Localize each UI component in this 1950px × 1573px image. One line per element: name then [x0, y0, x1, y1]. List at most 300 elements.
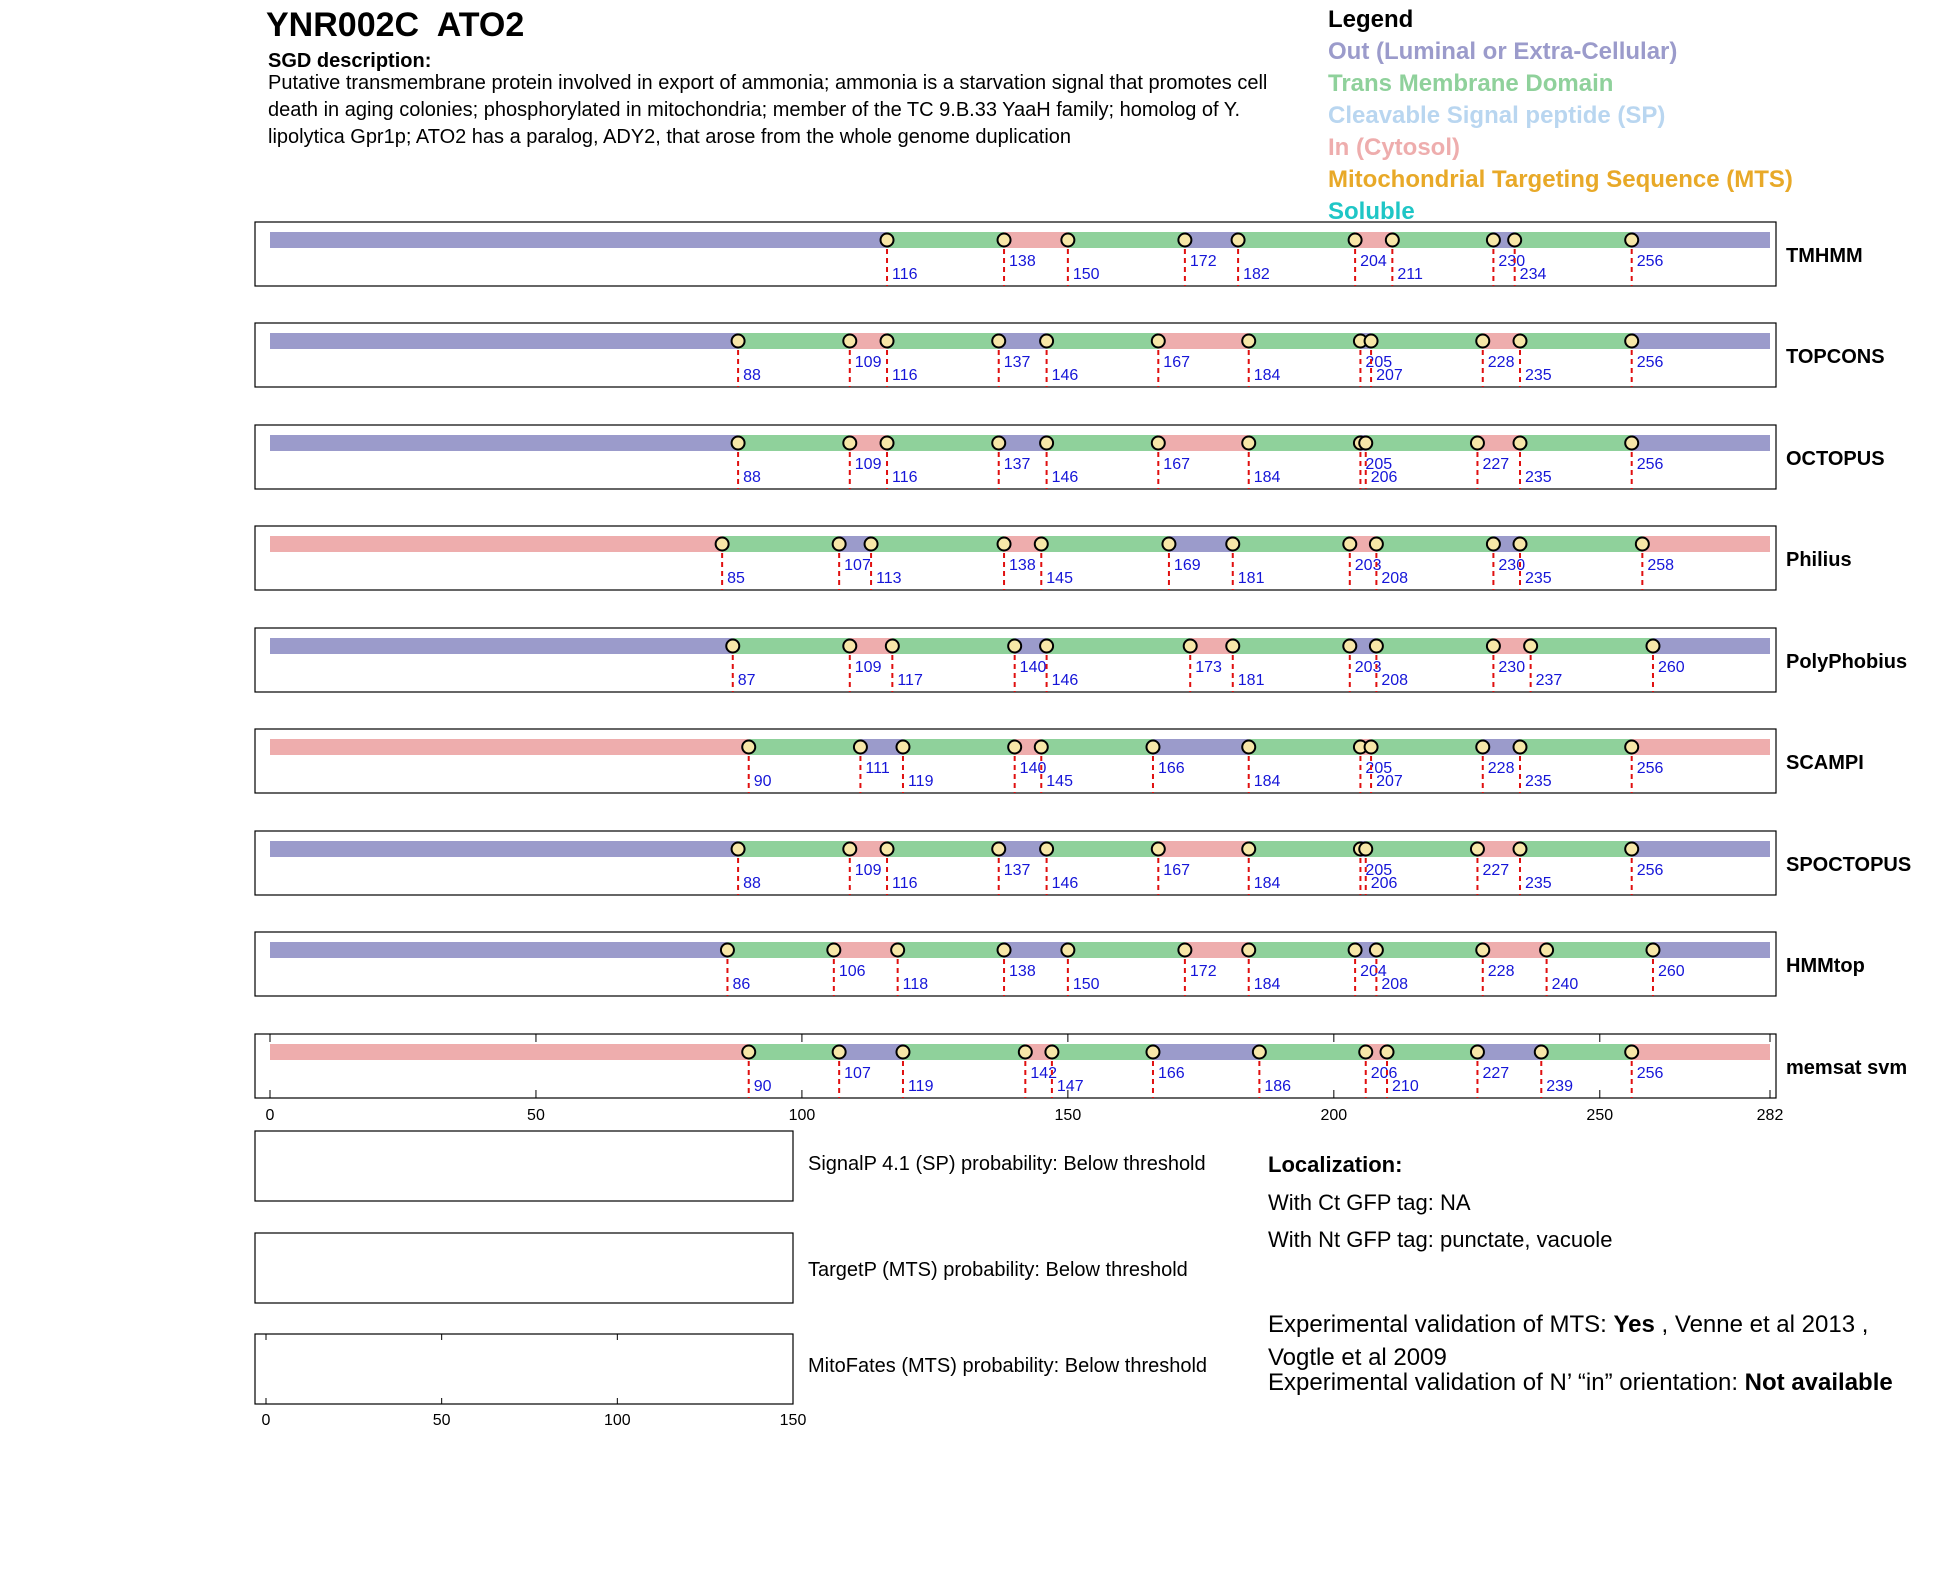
boundary-marker — [1061, 944, 1074, 957]
boundary-label: 260 — [1657, 659, 1685, 676]
boundary-marker — [1008, 640, 1021, 653]
boundary-marker — [1476, 335, 1489, 348]
boundary-label: 184 — [1253, 976, 1281, 993]
segment-tm — [727, 942, 833, 958]
localization-nt: With Nt GFP tag: punctate, vacuole — [1268, 1227, 1613, 1252]
boundary-label: 88 — [743, 875, 761, 892]
boundary-marker — [1343, 538, 1356, 551]
boundary-marker — [1646, 640, 1659, 653]
boundary-label: 256 — [1636, 456, 1664, 473]
boundary-label: 205 — [1365, 760, 1393, 777]
segment-tm — [1052, 1044, 1153, 1060]
segment-tm — [887, 333, 999, 349]
segment-tm — [887, 232, 1004, 248]
validation-orientation-prefix: Experimental validation of N’ “in” orientation: — [1268, 1369, 1745, 1396]
boundary-label: 140 — [1019, 659, 1047, 676]
boundary-marker — [1343, 640, 1356, 653]
segment-tm — [1366, 841, 1478, 857]
segment-out — [1169, 536, 1233, 552]
segment-tm — [1387, 1044, 1477, 1060]
boundary-marker — [1035, 538, 1048, 551]
segment-tm — [1520, 435, 1632, 451]
boundary-marker — [843, 640, 856, 653]
boundary-label: 146 — [1051, 875, 1079, 892]
predictor-row-topcons — [255, 323, 1885, 387]
legend — [1328, 4, 1793, 228]
boundary-label: 88 — [743, 469, 761, 486]
segment-out — [270, 841, 738, 857]
boundary-marker — [1508, 234, 1521, 247]
probability-panel — [255, 1131, 793, 1201]
boundary-marker — [1146, 1046, 1159, 1059]
boundary-label: 167 — [1163, 456, 1191, 473]
boundary-label: 87 — [737, 672, 756, 689]
segment-in — [1483, 942, 1547, 958]
boundary-marker — [1476, 741, 1489, 754]
boundary-marker — [998, 944, 1011, 957]
boundary-label: 167 — [1163, 862, 1191, 879]
boundary-label: 109 — [854, 862, 882, 879]
boundary-label: 206 — [1370, 469, 1398, 486]
boundary-label: 145 — [1046, 570, 1073, 587]
localization-ct: With Ct GFP tag: NA — [1268, 1190, 1471, 1215]
boundary-marker — [827, 944, 840, 957]
boundary-marker — [881, 843, 894, 856]
segment-tm — [887, 841, 999, 857]
boundary-marker — [843, 335, 856, 348]
x-tick-label: 282 — [1756, 1107, 1784, 1124]
segment-in — [1004, 232, 1068, 248]
validation-mts-value: Yes — [1613, 1311, 1655, 1338]
boundary-marker — [1242, 944, 1255, 957]
boundary-label: 173 — [1195, 659, 1222, 676]
boundary-label: 90 — [753, 1078, 772, 1095]
boundary-marker — [1487, 538, 1500, 551]
boundary-marker — [1636, 538, 1649, 551]
boundary-marker — [1040, 335, 1053, 348]
boundary-label: 227 — [1482, 1065, 1510, 1082]
boundary-label: 137 — [1003, 456, 1031, 473]
segment-tm — [738, 333, 850, 349]
boundary-marker — [998, 538, 1011, 551]
boundary-label: 169 — [1173, 557, 1201, 574]
boundary-label: 138 — [1009, 963, 1036, 980]
boundary-label: 116 — [892, 875, 918, 892]
boundary-label: 167 — [1163, 354, 1191, 371]
predictor-row-memsat-svm — [255, 1034, 1907, 1098]
segment-out — [1653, 942, 1770, 958]
boundary-marker — [732, 335, 745, 348]
boundary-marker — [833, 538, 846, 551]
segment-out — [1185, 232, 1238, 248]
boundary-marker — [732, 843, 745, 856]
prob-x-tick-label: 100 — [603, 1412, 631, 1429]
predictor-name: SCAMPI — [1786, 752, 1864, 774]
segment-tm — [1376, 638, 1493, 654]
boundary-label: 138 — [1009, 557, 1036, 574]
x-tick-label: 250 — [1586, 1107, 1614, 1124]
segment-out — [270, 638, 733, 654]
segment-tm — [1047, 435, 1159, 451]
boundary-marker — [992, 437, 1005, 450]
boundary-marker — [1040, 640, 1053, 653]
boundary-marker — [886, 640, 899, 653]
boundary-label: 256 — [1636, 354, 1664, 371]
page-title: YNR002C ATO2 — [266, 6, 525, 44]
legend-item-out: Out (Luminal or Extra-Cellular) — [1328, 38, 1678, 65]
boundary-label: 147 — [1056, 1078, 1084, 1095]
predictor-row-octopus — [255, 425, 1885, 489]
segment-tm — [1249, 739, 1361, 755]
boundary-label: 184 — [1253, 469, 1281, 486]
boundary-label: 106 — [838, 963, 866, 980]
segment-tm — [1041, 739, 1153, 755]
boundary-marker — [881, 335, 894, 348]
segment-tm — [738, 435, 850, 451]
sgd-description: Putative transmembrane protein involved in export of ammonia; ammonia is a starvation signal that promotes cell death in aging colonies; phosphorylated in mitochondria; member of the TC 9.B.33 YaaH family; homolog of Y. lipolytica Gpr1p; ATO2 has a paralog, ADY2, that arose from the whole genome duplication — [268, 72, 1268, 148]
predictor-row-philius — [255, 526, 1852, 590]
segment-out — [270, 942, 727, 958]
legend-item-in: In (Cytosol) — [1328, 134, 1460, 161]
boundary-label: 137 — [1003, 862, 1031, 879]
boundary-label: 227 — [1482, 456, 1510, 473]
segment-out — [1153, 739, 1249, 755]
segment-in — [270, 739, 749, 755]
boundary-marker — [1625, 335, 1638, 348]
validation-mts-refs: , Venne et al 2013 , Vogtle et al 2009 — [1268, 1311, 1869, 1371]
boundary-marker — [1471, 843, 1484, 856]
boundary-marker — [1040, 843, 1053, 856]
predictor-name: memsat svm — [1786, 1057, 1908, 1079]
boundary-label: 205 — [1365, 354, 1393, 371]
segment-tm — [871, 536, 1004, 552]
segment-tm — [1249, 841, 1361, 857]
legend-title: Legend — [1328, 6, 1414, 33]
segment-tm — [1376, 942, 1482, 958]
boundary-label: 90 — [753, 773, 772, 790]
boundary-label: 234 — [1519, 266, 1547, 283]
x-tick-label: 0 — [265, 1107, 275, 1124]
boundary-marker — [1625, 1046, 1638, 1059]
boundary-marker — [1226, 640, 1239, 653]
boundary-marker — [1476, 944, 1489, 957]
predictor-row-tmhmm — [255, 222, 1863, 286]
segment-out — [1153, 1044, 1259, 1060]
segment-out — [1632, 333, 1770, 349]
segment-tm — [892, 638, 1014, 654]
boundary-marker — [1625, 741, 1638, 754]
legend-item-mts: Mitochondrial Targeting Sequence (MTS) — [1328, 166, 1793, 193]
probability-panel — [255, 1334, 793, 1404]
boundary-label: 237 — [1535, 672, 1563, 689]
boundary-marker — [854, 741, 867, 754]
boundary-marker — [1019, 1046, 1032, 1059]
segment-tm — [1392, 232, 1493, 248]
predictor-row-scampi — [255, 729, 1864, 793]
segment-tm — [738, 841, 850, 857]
boundary-marker — [1152, 437, 1165, 450]
segment-tm — [1376, 536, 1493, 552]
boundary-marker — [1349, 234, 1362, 247]
boundary-marker — [1625, 234, 1638, 247]
boundary-label: 184 — [1253, 875, 1281, 892]
x-tick-label: 50 — [527, 1107, 545, 1124]
boundary-label: 184 — [1253, 773, 1281, 790]
boundary-marker — [1349, 944, 1362, 957]
boundary-marker — [992, 843, 1005, 856]
boundary-marker — [1184, 640, 1197, 653]
boundary-label: 208 — [1381, 570, 1409, 587]
boundary-marker — [1524, 640, 1537, 653]
boundary-marker — [1242, 437, 1255, 450]
boundary-label: 109 — [854, 659, 882, 676]
boundary-marker — [1242, 843, 1255, 856]
boundary-label: 205 — [1365, 456, 1393, 473]
boundary-label: 116 — [892, 266, 918, 283]
segment-tm — [1531, 638, 1653, 654]
segment-in — [1158, 841, 1248, 857]
segment-tm — [722, 536, 839, 552]
boundary-label: 181 — [1237, 570, 1265, 587]
segment-tm — [749, 739, 861, 755]
segment-tm — [887, 435, 999, 451]
segment-out — [270, 232, 887, 248]
boundary-label: 235 — [1525, 773, 1552, 790]
segment-out — [1632, 232, 1770, 248]
boundary-label: 107 — [844, 557, 871, 574]
boundary-label: 256 — [1636, 253, 1664, 270]
boundary-label: 107 — [844, 1065, 871, 1082]
boundary-label: 182 — [1243, 266, 1270, 283]
boundary-marker — [881, 234, 894, 247]
segment-out — [270, 333, 738, 349]
boundary-label: 172 — [1189, 253, 1217, 270]
boundary-marker — [716, 538, 729, 551]
boundary-label: 206 — [1370, 875, 1398, 892]
boundary-marker — [1232, 234, 1245, 247]
boundary-marker — [1365, 335, 1378, 348]
segment-tm — [1047, 333, 1159, 349]
boundary-marker — [1061, 234, 1074, 247]
boundary-marker — [1471, 437, 1484, 450]
mitofates-label: MitoFates (MTS) probability: Below threshold — [808, 1355, 1208, 1377]
boundary-label: 111 — [865, 760, 890, 777]
boundary-marker — [896, 1046, 909, 1059]
segment-tm — [1259, 1044, 1365, 1060]
segment-tm — [1041, 536, 1169, 552]
segment-out — [1477, 1044, 1541, 1060]
boundary-label: 204 — [1360, 963, 1387, 980]
segment-in — [1642, 536, 1770, 552]
segment-in — [1185, 942, 1249, 958]
boundary-marker — [896, 741, 909, 754]
predictor-name: TMHMM — [1786, 245, 1863, 267]
segment-in — [834, 942, 898, 958]
segment-tm — [1249, 435, 1361, 451]
localization-heading: Localization: — [1268, 1152, 1403, 1177]
segment-tm — [1371, 333, 1483, 349]
segment-tm — [1047, 638, 1191, 654]
boundary-label: 86 — [732, 976, 751, 993]
boundary-label: 207 — [1376, 367, 1403, 384]
boundary-label: 227 — [1482, 862, 1510, 879]
boundary-label: 137 — [1003, 354, 1031, 371]
predictor-name: PolyPhobius — [1786, 651, 1908, 673]
segment-tm — [903, 1044, 1025, 1060]
boundary-label: 208 — [1381, 672, 1409, 689]
boundary-marker — [1242, 741, 1255, 754]
boundary-marker — [1370, 538, 1383, 551]
boundary-label: 207 — [1376, 773, 1403, 790]
boundary-label: 240 — [1551, 976, 1579, 993]
segment-tm — [1249, 333, 1361, 349]
boundary-label: 113 — [876, 570, 902, 587]
boundary-label: 166 — [1157, 1065, 1185, 1082]
segment-in — [1632, 739, 1770, 755]
boundary-label: 109 — [854, 354, 882, 371]
boundary-label: 230 — [1498, 253, 1526, 270]
boundary-label: 140 — [1019, 760, 1047, 777]
boundary-label: 186 — [1264, 1078, 1292, 1095]
boundary-marker — [1386, 234, 1399, 247]
boundary-marker — [992, 335, 1005, 348]
segment-tm — [903, 739, 1015, 755]
segment-tm — [1520, 333, 1632, 349]
segment-out — [270, 435, 738, 451]
boundary-label: 85 — [727, 570, 745, 587]
segment-tm — [733, 638, 850, 654]
boundary-marker — [1370, 944, 1383, 957]
targetp-label: TargetP (MTS) probability: Below threshold — [808, 1259, 1188, 1281]
segment-tm — [1249, 942, 1355, 958]
boundary-label: 181 — [1237, 672, 1265, 689]
boundary-marker — [1359, 843, 1372, 856]
boundary-marker — [742, 741, 755, 754]
boundary-marker — [881, 437, 894, 450]
boundary-label: 166 — [1157, 760, 1185, 777]
segment-tm — [1520, 739, 1632, 755]
boundary-label: 203 — [1354, 557, 1382, 574]
segment-out — [1632, 435, 1770, 451]
boundary-label: 235 — [1525, 875, 1552, 892]
x-tick-label: 200 — [1320, 1107, 1348, 1124]
boundary-marker — [1540, 944, 1553, 957]
boundary-label: 235 — [1525, 469, 1552, 486]
signalp-label: SignalP 4.1 (SP) probability: Below threshold — [808, 1153, 1206, 1175]
boundary-label: 172 — [1189, 963, 1217, 980]
segment-in — [1158, 333, 1248, 349]
boundary-marker — [1040, 437, 1053, 450]
boundary-label: 228 — [1487, 354, 1515, 371]
boundary-marker — [1646, 944, 1659, 957]
boundary-marker — [1226, 538, 1239, 551]
boundary-label: 239 — [1546, 1078, 1573, 1095]
boundary-label: 256 — [1636, 760, 1664, 777]
validation-orientation-value: Not available — [1744, 1369, 1893, 1396]
x-tick-label: 100 — [788, 1107, 816, 1124]
boundary-label: 146 — [1051, 672, 1079, 689]
segment-in — [270, 1044, 749, 1060]
boundary-label: 235 — [1525, 367, 1552, 384]
segment-out — [1632, 841, 1770, 857]
boundary-marker — [1162, 538, 1175, 551]
boundary-marker — [1535, 1046, 1548, 1059]
legend-item-soluble: Soluble — [1328, 198, 1415, 225]
boundary-label: 118 — [902, 976, 929, 993]
prob-x-tick-label: 50 — [432, 1412, 451, 1429]
predictor-name: TOPCONS — [1786, 346, 1885, 368]
predictor-name: OCTOPUS — [1786, 448, 1885, 470]
boundary-marker — [833, 1046, 846, 1059]
boundary-marker — [732, 437, 745, 450]
boundary-label: 184 — [1253, 367, 1281, 384]
boundary-marker — [1178, 944, 1191, 957]
boundary-marker — [1152, 335, 1165, 348]
boundary-marker — [1370, 640, 1383, 653]
boundary-marker — [1178, 234, 1191, 247]
boundary-marker — [843, 843, 856, 856]
boundary-label: 230 — [1498, 557, 1526, 574]
boundary-label: 230 — [1498, 659, 1526, 676]
segment-tm — [1068, 232, 1185, 248]
boundary-label: 206 — [1370, 1065, 1398, 1082]
predictor-name: SPOCTOPUS — [1786, 854, 1912, 876]
segment-tm — [1541, 1044, 1631, 1060]
boundary-marker — [843, 437, 856, 450]
boundary-label: 235 — [1525, 570, 1552, 587]
segment-tm — [1515, 232, 1632, 248]
segment-out — [839, 1044, 903, 1060]
segment-tm — [1547, 942, 1653, 958]
predictor-row-spoctopus — [255, 831, 1911, 895]
boundary-label: 256 — [1636, 862, 1664, 879]
boundary-label: 203 — [1354, 659, 1382, 676]
boundary-marker — [721, 944, 734, 957]
boundary-label: 109 — [854, 456, 882, 473]
boundary-label: 211 — [1397, 266, 1423, 283]
boundary-marker — [865, 538, 878, 551]
segment-in — [1632, 1044, 1770, 1060]
boundary-label: 119 — [907, 1078, 934, 1095]
boundary-marker — [1381, 1046, 1394, 1059]
boundary-label: 116 — [892, 367, 918, 384]
segment-out — [1004, 942, 1068, 958]
boundary-marker — [1487, 640, 1500, 653]
validation-mts — [1268, 1308, 1908, 1374]
segment-tm — [1233, 638, 1350, 654]
boundary-marker — [1359, 1046, 1372, 1059]
sgd-heading: SGD description: — [268, 50, 432, 72]
legend-item-sp: Cleavable Signal peptide (SP) — [1328, 102, 1666, 129]
segment-tm — [749, 1044, 839, 1060]
segment-tm — [1366, 435, 1478, 451]
boundary-label: 146 — [1051, 367, 1079, 384]
boundary-marker — [1253, 1046, 1266, 1059]
boundary-marker — [891, 944, 904, 957]
boundary-marker — [1514, 538, 1527, 551]
boundary-label: 116 — [892, 469, 918, 486]
boundary-label: 260 — [1657, 963, 1685, 980]
segment-tm — [1520, 536, 1642, 552]
boundary-marker — [742, 1046, 755, 1059]
prob-x-tick-label: 150 — [779, 1412, 807, 1429]
predictor-name: Philius — [1786, 549, 1852, 571]
boundary-label: 228 — [1487, 760, 1515, 777]
legend-item-tm: Trans Membrane Domain — [1328, 70, 1614, 97]
boundary-marker — [1242, 335, 1255, 348]
boundary-marker — [1514, 335, 1527, 348]
boundary-label: 210 — [1392, 1078, 1419, 1095]
